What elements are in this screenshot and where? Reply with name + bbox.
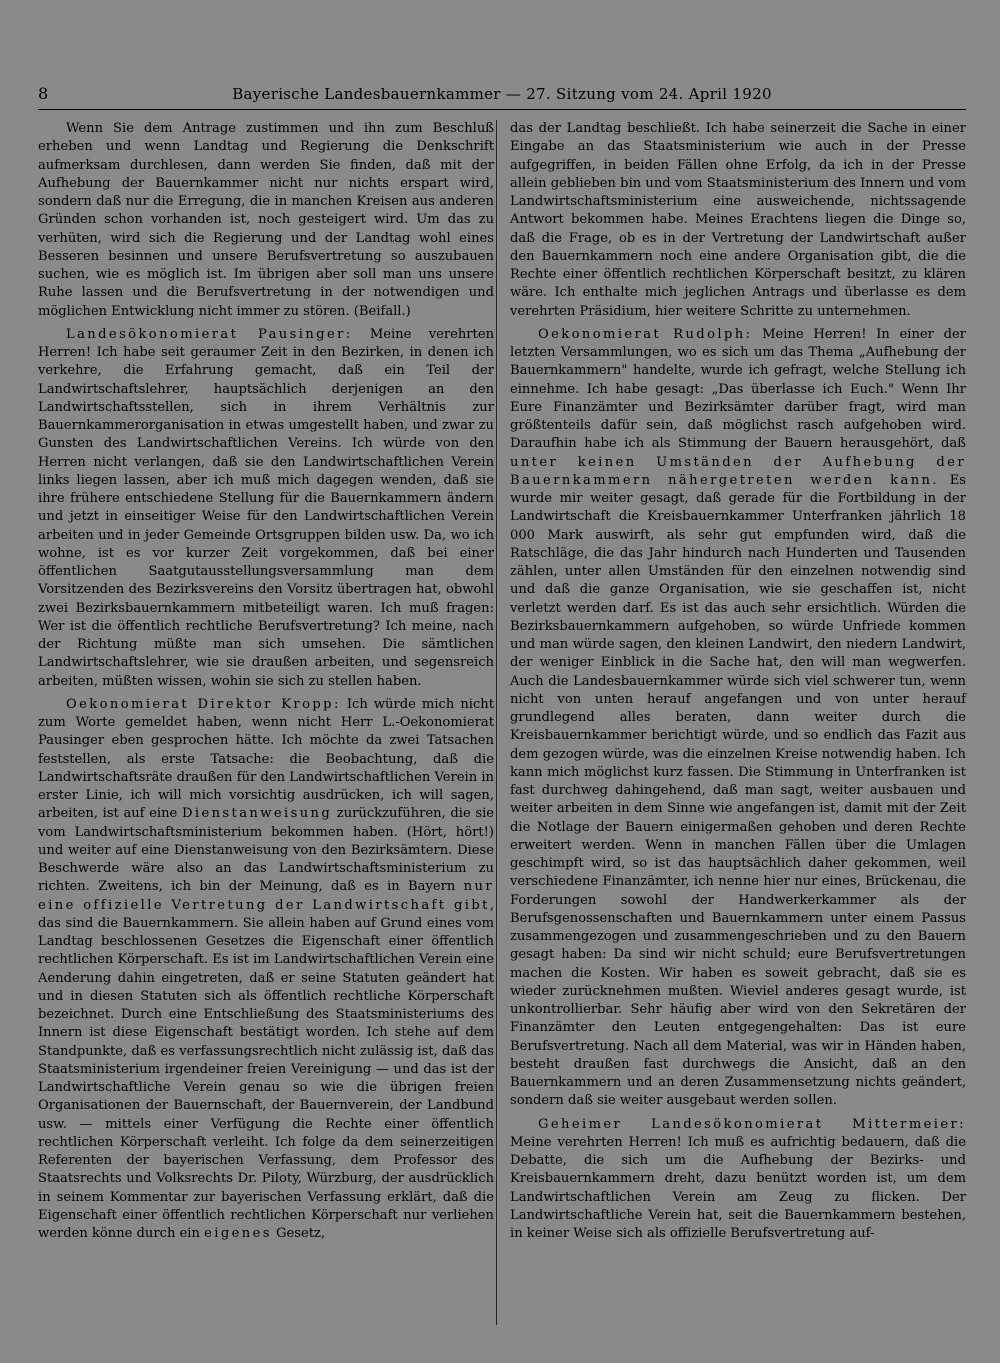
emphasis-text: unter keinen Umständen der Aufhebung der Bauernkammern nähergetreten werden kann (510, 454, 966, 488)
emphasis-text: eigenes (204, 1226, 272, 1241)
header-rule (38, 109, 966, 110)
paragraph-text: , das sind die Bauernkammern. Sie allein haben auf Grund eines vom Landtag beschlossenen Gesetzes die Eigenschaft einer öffentlich rechtlichen Körperschaft. Es ist im Landwirtschaftlichen Verein eine Aenderung dahin eingetreten, daß er seine Statuten geändert hat und in diesen Statuten sich als öffentlich rechtliche Körperschaft bezeichnet. Durch eine Entschließung des Staatsministeriums des Innern ist diese Eigenschaft bestätigt worden. Ich stehe auf dem Standpunkte, daß es verfassungsrechtlich nicht zulässig ist, daß das Staatsministerium irgendeiner freien Vereinigung — und das ist der Landwirtschaftliche Verein genau so wie die übrigen freien Organisationen der Bauernschaft, der Bauernverein, der Landbund usw. — mittels einer Verfügung die Rechte einer öffentlich rechtlichen Körperschaft verleiht. Ich folge da dem seinerzeitigen Referenten der bayerischen Verfassung, dem Professor des Staatsrechts und Volksrechts Dr. Piloty, Würzburg, der ausdrücklich in seinem Kommentar zur bayerischen Verfassung erklärt, daß die Eigenschaft einer öffentlich rechtlichen Körperschaft nur verliehen werden könne durch ein (38, 897, 494, 1241)
speaker-name: Landesökonomierat Pausinger: (66, 326, 353, 342)
speaker-name: Geheimer Landesökonomierat Mittermeier: (538, 1116, 966, 1132)
paragraph (38, 326, 494, 691)
page-header (38, 84, 966, 106)
paragraph-text: Meine verehrten Herren! Ich habe seit geraumer Zeit in den Bezirken, in denen ich verkehre, die Erfahrung gemacht, daß ein Teil der Landwirtschaftslehrer, hauptsächlich derjenigen an den Landwirtschaftsstellen, sich in ihrem Verhältnis zur Bauernkammerorganisation in etwas umgestellt haben, und zwar zu Gunsten des Landwirtschaftlichen Vereins. Ich würde von den Herren nicht verlangen, daß sie den Landwirtschaftlichen Verein links liegen lassen, aber ich muß mich dagegen wenden, daß sie ihre frühere entschiedene Stellung für die Bauernkammern ändern und jetzt in einseitiger Weise für den Landwirtschaftlichen Verein arbeiten und in jeder Gemeinde Ortsgruppen bilden usw. Da, wo ich wohne, ist es vor kurzer Zeit vorgekommen, daß bei einer öffentlichen Saatgutausstellungsversammlung man dem Vorsitzenden des Bezirksvereins den Vorsitz übertragen hat, obwohl zwei Bezirksbauernkammern mitbeteiligt waren. Ich muß fragen: Wer ist die öffentlich rechtliche Berufsvertretung? Ich meine, nach der Richtung müßte man sich umsehen. Die sämtlichen Landwirtschaftslehrer, wie sie draußen arbeiten, und segensreich arbeiten, müßten wissen, wohin sie sich zu stellen haben. (38, 326, 495, 689)
paragraph (510, 120, 966, 321)
paragraph-text: das der Landtag beschließt. Ich habe seinerzeit die Sache in einer Eingabe an das Staatsministerium wie auch in der Presse aufgegriffen, in beiden Fällen ohne Erfolg, da ich in der Presse allein geblieben bin und vom Staatsministerium des Innern und vom Landwirtschaftsministerium eine ausweichende, nichtssagende Antwort bekommen habe. Meines Erachtens liegen die Dinge so, daß die Frage, ob es in der Vertretung der Landwirtschaft außer den Bauernkammern noch eine andere Organisation gibt, die die Rechte einer öffentlich rechtlichen Körperschaft besitzt, zu klären wäre. Ich enthalte mich jeglichen Antrags und überlasse es dem verehrten Präsidium, hier weitere Schritte zu unternehmen. (510, 121, 966, 319)
paragraph-text: zurückzuführen, die sie vom Landwirtschaftsministerium bekommen haben. (Hört, hört!) und weiter auf eine Dienstanweisung von den Bezirksämtern. Diese Beschwerde wäre also an das Landwirtschaftsministerium zu richten. Zweitens, ich bin der Meinung, daß es in Bayern (38, 806, 495, 895)
paragraph-text: Meine Herren! In einer der letzten Versammlungen, wo es sich um das Thema „Aufhebung der Bauernkammern" handelte, wurde ich gefragt, welche Stellung ich einnehme. Ich habe gesagt: „Das überlasse ich Euch." Wenn Ihr Eure Finanzämter und Bezirksämter darüber fragt, wird man größtenteils dafür sein, daß möglichst rasch aufgehoben wird. Daraufhin habe ich als Stimmung der Bauern herausgehört, daß (510, 326, 966, 452)
paragraph-text: Meine verehrten Herren! Ich muß es aufrichtig bedauern, daß die Debatte, die sich um die Aufhebung der Bezirks- und Kreisbauernkammern dreht, dazu benützt worden ist, um dem Landwirtschaftlichen Verein am Zeug zu flicken. Der Landwirtschaftliche Verein hat, seit die Bauernkammern bestehen, in keiner Weise sich als offizielle Berufsvertretung auf- (510, 1134, 966, 1241)
left-column (38, 120, 494, 1248)
paragraph (38, 120, 494, 321)
paragraph-text: . Es wurde mir weiter gesagt, daß gerade für die Fortbildung in der Landwirtschaft die Kreisbauernkammer Unterfranken jährlich 18 000 Mark auswirft, als sehr gut empfunden wird, daß die Ratschläge, die das Jahr hindurch nach Hunderten und Tausenden zählen, unter allen Umständen für den einzelnen notwendig sind und daß die ganze Organisation, wie sie geschaffen ist, nicht verletzt werden darf. Es ist das auch sehr ersichtlich. Würden die Bezirksbauernkammern aufgehoben, so würde Unfriede kommen und man würde sagen, den kleinen Landwirt, den niedern Landwirt, der weniger Einblick in die Sache hat, den will man wegwerfen. Auch die Landesbauernkammer würde sich viel schwerer tun, wenn nicht von unten herauf angefangen und von unter herauf grundlegend alles beraten, dann weiter durch die Kreisbauernkammer berichtigt würde, und so endlich das Fazit aus dem gezogen würde, was die einzelnen Kreise notwendig haben. Ich kann mich möglichst kurz fassen. Die Stimmung in Unterfranken ist fast durchweg dahingehend, daß man sagt, weiter ausbauen und weiter arbeiten in dem Sinne wie angefangen ist, damit mit der Zeit die Notlage der Bauern einigermaßen gehoben und deren Rechte erweitert werden. Wenn in manchen Fällen über die Umlagen geschimpft wird, so ist das hauptsächlich daher gekommen, weil verschiedene Finanzämter, ich nenne hier nur eines, Brückenau, die Forderungen sowohl der Handwerkerkammer als der Berufsgenossenschaften und Bauernkammern unter einem Passus zusammengezogen und zusammengeschrieben und zu den Bauern gesagt haben: Da sind wir nicht schuld; eure Berufsvertretungen machen die Kosten. Wir haben es soweit gebracht, daß sie es wieder zurücknehmen mußten. Wieviel anderes gesagt wurde, ist unkontrollierbar. Sehr häufig aber wird von den Sekretären der Finanzämter den Leuten entgegengehalten: Das ist eure Berufsvertretung. Nach all dem Material, was wir in Händen haben, besteht draußen fast durchwegs die Ansicht, daß an den Bauernkammern und an deren Zusammensetzung nichts geändert, sondern daß sie weiter ausgebaut werden sollen. (510, 472, 966, 1109)
right-column (510, 120, 966, 1248)
column-divider (496, 120, 497, 1325)
paragraph-text: Ich würde mich nicht zum Worte gemeldet haben, wenn nicht Herr L.-Oekonomierat Pausinger eben gesprochen hätte. Ich möchte da zwei Tatsachen feststellen, als erste Tatsache: die Beobachtung, daß die Landwirtschaftsräte draußen für den Landwirtschaftlichen Verein in erster Linie, ich will mich vorsichtig ausdrücken, ich will sagen, arbeiten, ist auf eine (38, 696, 495, 822)
paragraph (510, 326, 966, 1111)
paragraph-text: Wenn Sie dem Antrage zustimmen und ihn zum Beschluß erheben und wenn Landtag und Regierung die Denkschrift aufmerksam durchlesen, dann werden Sie finden, daß mit der Aufhebung der Bauernkammer nicht nur nichts erspart wird, sondern daß nur die Erregung, die in manchen Kreisen aus anderen Gründen schon vorhanden ist, noch gesteigert wird. Um das zu verhüten, wird sich die Regierung und der Landtag wohl eines Besseren besinnen und unsere Berufsvertretung so auszubauen suchen, wie es möglich ist. Im übrigen aber soll man uns unsere Ruhe lassen und die Berufsvertretung in der notwendigen und möglichen Entwicklung nicht immer zu stören. (Beifall.) (38, 121, 494, 319)
paragraph (38, 696, 494, 1244)
page-number: 8 (38, 84, 49, 103)
emphasis-text: Dienstanweisung (181, 806, 333, 822)
paragraph (510, 1116, 966, 1244)
paragraph-text: Gesetz, (271, 1226, 326, 1241)
speaker-name: Oekonomierat Direktor Kropp: (66, 696, 341, 712)
speaker-name: Oekonomierat Rudolph: (538, 326, 753, 342)
running-title: Bayerische Landesbauernkammer — 27. Sitzung vom 24. April 1920 (232, 85, 772, 103)
emphasis-text: nur eine offizielle Vertretung der Landwirtschaft gibt (38, 879, 494, 913)
